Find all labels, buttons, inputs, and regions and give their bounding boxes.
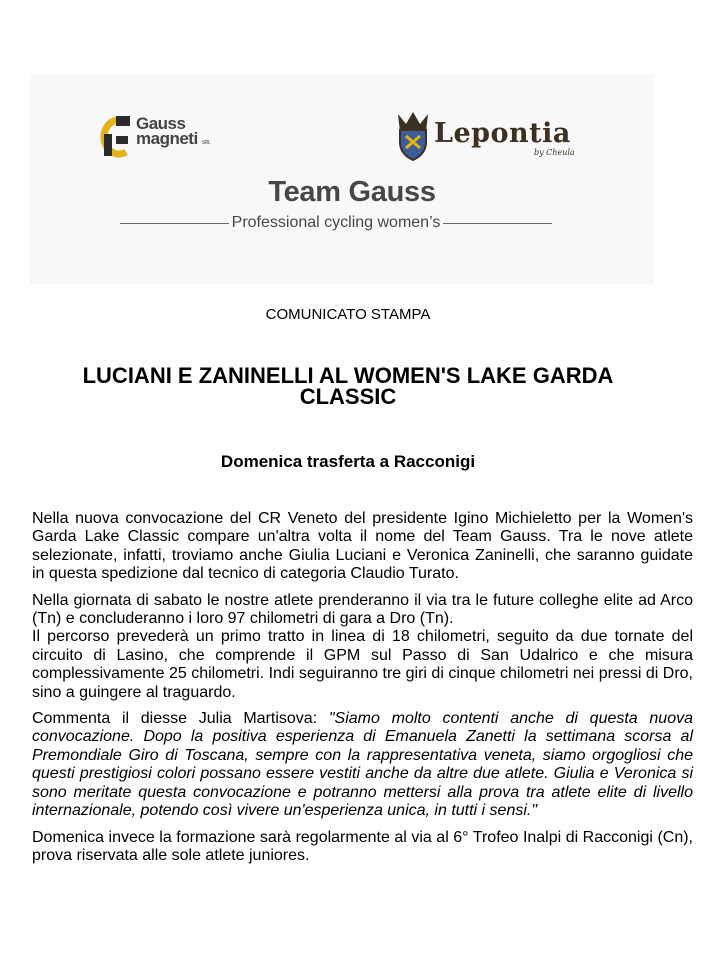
quote-text: "Siamo molto contenti anche di questa nuova convocazione. Dopo la positiva esperienza di Emanuela Zanetti la settimana scorsa al Premondiale Giro di Toscana, sempre con la rappresentativa veneta, siamo orgogliosi che questi prestigiosi colori possano essere vestiti anche da altre due atlete. Giulia e Veronica si sono meritate questa convocazione e potranno mettersi alla prova tra atlete elite di livello internazionale, potendo così vivere un'esperienza unica, in tutti i sensi." bbox=[32, 710, 694, 820]
gauss-magneti-logo bbox=[96, 110, 226, 166]
gauss-wordmark bbox=[136, 116, 210, 151]
lepontia-crest-icon bbox=[394, 110, 432, 162]
lepontia-wordmark: Lepontia bbox=[434, 118, 571, 149]
tagline: Professional cycling women’s bbox=[231, 214, 441, 231]
subheadline: Domenica trasferta a Racconigi bbox=[220, 452, 476, 471]
gauss-magnet-icon bbox=[96, 112, 134, 162]
paragraph-4 bbox=[32, 710, 693, 820]
tagline-rule-left bbox=[120, 223, 229, 224]
lepontia-logo bbox=[394, 110, 584, 168]
paragraph-5: Domenica invece la formazione sarà regolarmente al via al 6° Trofeo Inalpi di Racconigi (Cn), prova riservata alle sole atlete juniores. bbox=[32, 828, 693, 864]
paragraph-1: Nella nuova convocazione del CR Veneto del presidente Igino Michieletto per la Women's Garda Lake Classic compare un'altra volta il nome del Team Gauss. Tra le nove atlete selezionate, infatti, troviamo anche Giulia Luciani e Veronica Zaninelli, che saranno guidate in questa spedizione dal tecnico di categoria Claudio Turato. bbox=[32, 510, 693, 583]
headline: LUCIANI E ZANINELLI AL WOMEN'S LAKE GARDA CLASSIC bbox=[82, 363, 614, 409]
gauss-suffix: SRL bbox=[201, 140, 211, 146]
paragraph-2: Nella giornata di sabato le nostre atlete prenderanno il via tra le future colleghe elite ad Arco (Tn) e concluderanno i loro 97 chilometri di gara a Dro (Tn). bbox=[32, 591, 693, 628]
lepontia-sub: by Cheula bbox=[534, 148, 575, 157]
article-body bbox=[32, 510, 693, 873]
press-release-label: COMUNICATO STAMPA bbox=[265, 306, 431, 323]
gauss-line1: Gauss bbox=[136, 114, 186, 133]
tagline-rule-right bbox=[443, 223, 552, 224]
gauss-line2: magneti bbox=[136, 129, 198, 148]
paragraph-3: Il percorso prevederà un primo tratto in linea di 18 chilometri, seguito da due tornate del circuito di Lasino, che comprende il GPM sul Passo di San Udalrico e che misura complessivamente 25 chilometri. Indi seguiranno tre giri di cinque chilometri nei pressi di Dro, sino a guingere al traguardo. bbox=[32, 628, 693, 701]
team-name: Team Gauss bbox=[268, 176, 436, 208]
quote-intro: Commenta il diesse Julia Martisova: bbox=[32, 710, 329, 728]
tagline-row bbox=[120, 213, 552, 233]
